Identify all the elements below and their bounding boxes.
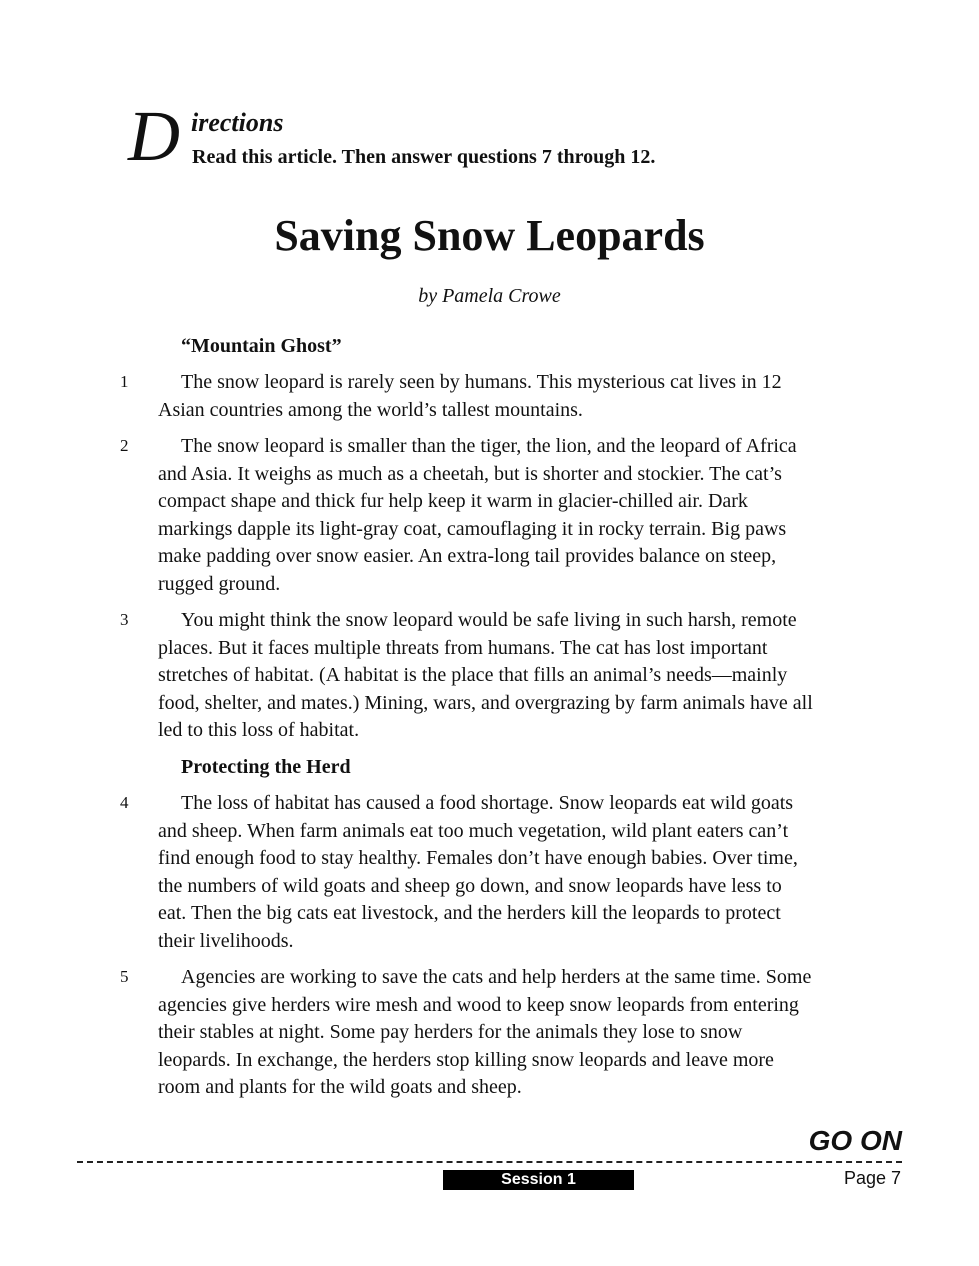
paragraph-number: 5 (120, 967, 129, 986)
paragraph-line: and Asia. It weighs as much as a cheetah, but is shorter and stockier. The cat’s (158, 462, 782, 485)
paragraph-line: You might think the snow leopard would be safe living in such harsh, remote (181, 609, 797, 631)
section-heading: “Mountain Ghost” (181, 335, 342, 357)
session-badge: Session 1 (443, 1170, 634, 1190)
footer-divider (77, 1161, 902, 1163)
paragraph-line: places. But it faces multiple threats from humans. The cat has lost important (158, 636, 768, 659)
paragraph-line: the numbers of wild goats and sheep go down, and snow leopards have less to (158, 874, 782, 897)
paragraph-line: food, shelter, and mates.) Mining, wars, and overgrazing by farm animals have all (158, 691, 813, 714)
paragraph-1 (120, 369, 838, 424)
go-on-label: GO ON (808, 1125, 902, 1156)
paragraph-number: 1 (120, 372, 129, 391)
paragraph-line: their livelihoods. (158, 929, 294, 952)
paragraph-line: stretches of habitat. (A habitat is the place that fills an animal’s needs—mainly (158, 664, 788, 686)
paragraph-line: The snow leopard is smaller than the tiger, the lion, and the leopard of Africa (181, 435, 797, 457)
paragraph-line: and sheep. When farm animals eat too much vegetation, wild plant eaters can’t (158, 819, 789, 842)
paragraph-line: The snow leopard is rarely seen by humans. This mysterious cat lives in 12 (181, 371, 782, 393)
directions-block (128, 96, 828, 180)
paragraph-line: make padding over snow easier. An extra-long tail provides balance on steep, (158, 545, 777, 567)
paragraph-line: Asian countries among the world’s tallest mountains. (158, 398, 583, 421)
paragraph-line: markings dapple its light-gray coat, camouflaging it in rocky terrain. Big paws (158, 517, 787, 540)
paragraph-5 (120, 964, 838, 1102)
section-heading: Protecting the Herd (181, 756, 351, 778)
paragraph-line: their stables at night. Some pay herders for the animals they lose to snow (158, 1021, 743, 1043)
paragraph-line: The loss of habitat has caused a food shortage. Snow leopards eat wild goats (181, 792, 794, 814)
directions-instruction: Read this article. Then answer questions 7 through 12. (192, 146, 656, 168)
paragraph-3 (120, 607, 838, 745)
paragraph-line: eat. Then the big cats eat livestock, and the herders kill the leopards to protect (158, 902, 781, 924)
paragraph-line: leopards. In exchange, the herders stop killing snow leopards and leave more (158, 1048, 774, 1071)
paragraph-line: agencies give herders wire mesh and wood to keep snow leopards from entering (158, 993, 799, 1016)
paragraph-line: Agencies are working to save the cats and help herders at the same time. Some (181, 966, 812, 988)
article-byline: by Pamela Crowe (418, 285, 561, 307)
paragraph-number: 3 (120, 610, 129, 629)
paragraph-line: led to this loss of habitat. (158, 719, 360, 741)
paragraph-number: 4 (120, 793, 129, 812)
paragraph-4 (120, 790, 838, 955)
directions-heading: irections (191, 108, 284, 137)
paragraph-number: 2 (120, 436, 129, 455)
paragraph-line: find enough food to stay healthy. Females don’t have enough babies. Over time, (158, 847, 798, 869)
paragraph-line: room and plants for the wild goats and sheep. (158, 1076, 522, 1098)
article-title: Saving Snow Leopards (274, 211, 705, 260)
page-number: Page 7 (843, 1168, 901, 1188)
paragraph-2 (120, 433, 838, 598)
paragraph-line: rugged ground. (158, 572, 281, 595)
directions-drop-cap: D (128, 96, 180, 176)
paragraph-line: compact shape and thick fur help keep it warm in glacier-chilled air. Dark (158, 490, 748, 512)
